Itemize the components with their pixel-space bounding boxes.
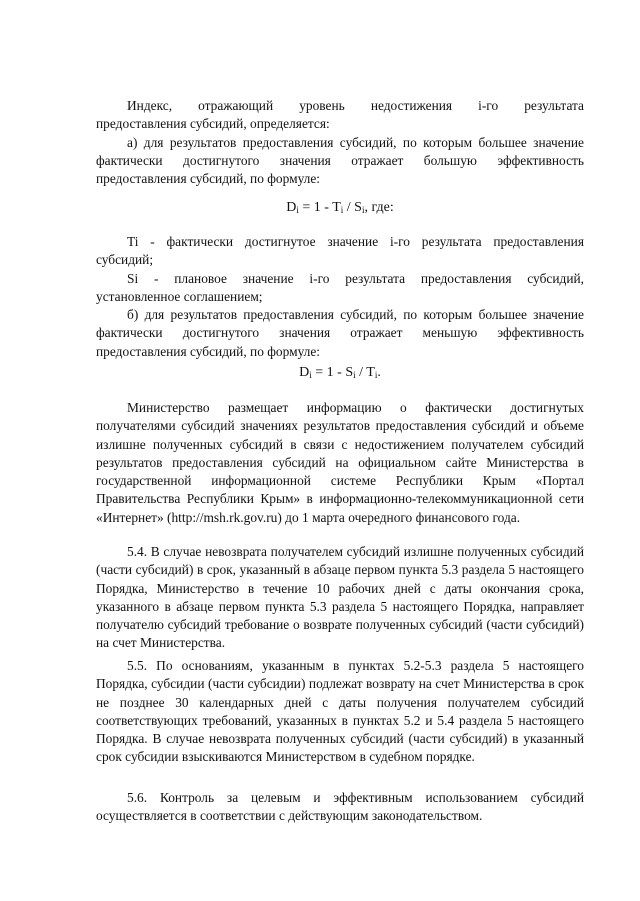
ministry-paragraph: Министерство размещает информацию о фактически достигнутых получателями субсидий значениях результатов предоставления субсидий и объеме излишне полученных субсидий в связи с недостижением получателем субсидий результатов предоставления субсидий на официальном сайте Министерства в государственной информационной системе Республики Крым «Портал Правительства Республики Крым» в информационно-телекоммуникационной сети «Интернет» (http://msh.rk.gov.ru) до 1 марта очередного финансового года. xyxy=(96,400,584,525)
item-a-text: а) для результатов предоставления субсидий, по которым большее значение фактически достигнутого значения отражает большую эффективность предоставления субсидий, по формуле: xyxy=(96,134,584,187)
section-5-6: 5.6. Контроль за целевым и эффективным использованием субсидий осуществляется в соответствии с действующим законодательством. xyxy=(96,790,584,824)
section-5-4: 5.4. В случае невозврата получателем субсидий излишне полученных субсидий (части субсидий) в срок, указанный в абзаце первом пункта 5.3 раздела 5 настоящего Порядка, Министерство в течение 10 рабочих дней с даты окончания срока, указанного в абзаце первом пункта 5.3 раздела 5 настоящего Порядка, направляет получателю субсидий требование о возврате полученных субсидий (части субсидий) на счет Министерства. xyxy=(96,544,584,651)
formula-2: $D_i = 1 - S_i / T_i$. xyxy=(299,365,381,380)
definitions-block xyxy=(96,233,584,361)
ministry-block xyxy=(96,399,584,527)
definition-ti: Ti - фактически достигнутое значение i-го результата предоставления субсидий; xyxy=(96,234,584,268)
section-5-6-block xyxy=(96,789,584,826)
definition-si: Si - плановое значение i-го результата предоставления субсидий, установленное соглашением; xyxy=(96,270,584,304)
section-5-5: 5.5. По основаниям, указанным в пунктах 5.2-5.3 раздела 5 настоящего Порядка, субсидии (части субсидии) подлежат возврату на счет Министерства в срок не позднее 30 календарных дней с даты получения получателем субсидий соответствующих требований, указанных в пунктах 5.2 и 5.4 раздела 5 настоящего Порядка. В случае невозврата полученных субсидий (части субсидий) в указанный срок субсидии взыскиваются Министерством в судебном порядке. xyxy=(96,658,584,765)
intro-line-2: предоставления субсидий, определяется: xyxy=(96,116,330,132)
intro-line-1: Индекс, отражающий уровень недостижения i-го результата xyxy=(127,98,584,113)
intro-block xyxy=(96,97,584,188)
section-5-4-block xyxy=(96,543,584,653)
formula-1: $D_i = 1 - T_i / S_i$, где: xyxy=(286,200,394,215)
item-b-text: б) для результатов предоставления субсидий, по которым большее значение фактически достигнутого значения отражает меньшую эффективность предоставления субсидий, по формуле: xyxy=(96,307,584,359)
section-5-5-block xyxy=(96,657,584,767)
